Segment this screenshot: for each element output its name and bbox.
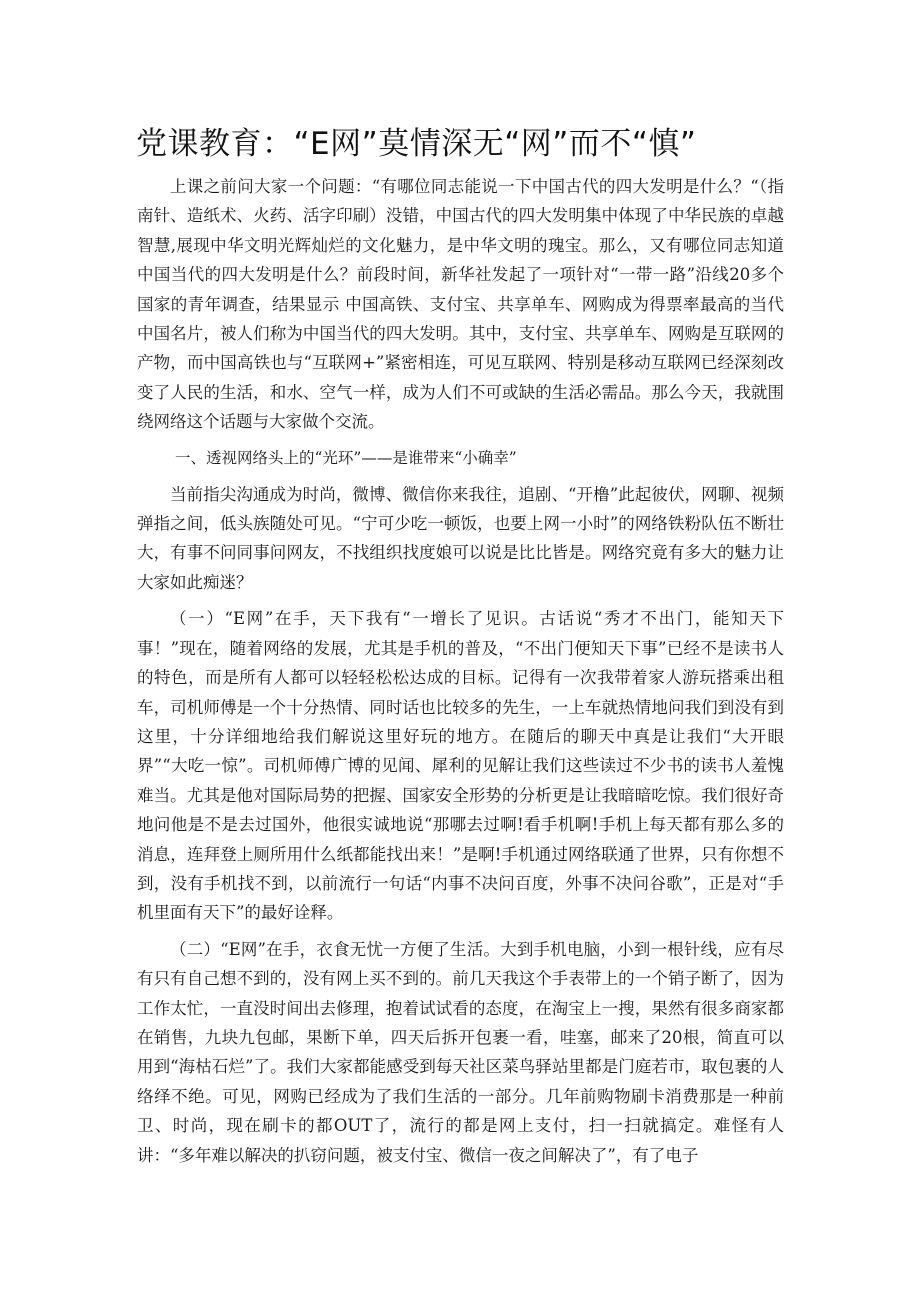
- paragraph-point-2: （二）“E网”在手，衣食无忧一方便了生活。大到手机电脑，小到一根针线，应有尽有只有自己想不到的，没有网上买不到的。前几天我这个手表带上的一个销子断了，因为工作太忙，一直没时间出去修理，抱着试试看的态度，在淘宝上一搜，果然有很多商家都在销售，九块九包邮，果断下单，四天后拆开包裹一看，哇塞，邮来了20根，简直可以用到“海枯石烂”了。我们大家都能感受到每天社区菜鸟驿站里都是门庭若市，取包裹的人络绎不绝。可见，网购已经成为了我们生活的一部分。几年前购物刷卡消费那是一种前卫、时尚，现在刷卡的都OUT了，流行的都是网上支付，扫一扫就搞定。难怪有人讲：“多年难以解决的扒窃问题，被支付宝、微信一夜之间解决了”，有了电子: [137, 939, 784, 1165]
- section-heading-1: 一、透视网络头上的“光环”——是谁带来“小确幸”: [174, 448, 517, 467]
- paragraph-point-1: （一）“E网”在手，天下我有“一增长了见识。古话说“秀才不出门，能知天下事！”现在，随着网络的发展，尤其是手机的普及，“不出门便知天下事”已经不是读书人的特色，而是所有人都可以轻轻松松达成的目标。记得有一次我带着家人游玩搭乘出租车，司机师傅是一个十分热情、同时话也比较多的先生，一上车就热情地问我们到没有到这里，十分详细地给我们解说这里好玩的地方。在随后的聊天中真是让我们“大开眼界”“大吃一惊”。司机师傅广博的见闻、犀利的见解让我们这些读过不少书的读书人羞愧难当。尤其是他对国际局势的把握、国家安全形势的分析更是让我暗暗吃惊。我们很好奇地问他是不是去过国外，他很实诚地说“那哪去过啊!看手机啊!手机上每天都有那么多的消息，连拜登上厕所用什么纸都能找出来！”是啊!手机通过网络联通了世界，只有你想不到，没有手机找不到，以前流行一句话“内事不决问百度，外事不决问谷歌”，正是对“手机里面有天下”的最好诠释。: [137, 609, 784, 923]
- document-body: [137, 172, 784, 1170]
- paragraph-intro: 上课之前问大家一个问题：“有哪位同志能说一下中国古代的四大发明是什么？“（指南针、造纸术、火药、活字印刷）没错，中国古代的四大发明集中体现了中华民族的卓越智慧,展现中华文明光辉灿烂的文化魅力，是中华文明的瑰宝。那么，又有哪位同志知道中国当代的四大发明是什么？前段时间，新华社发起了一项针对“一带一路”沿线20多个国家的青年调查，结果显示 中国高铁、支付宝、共享单车、网购成为得票率最高的当代中国名片，被人们称为中国当代的四大发明。其中，支付宝、共享单车、网购是互联网的产物，而中国高铁也与“互联网+”紧密相连，可见互联网、特别是移动互联网已经深刻改变了人民的生活，和水、空气一样，成为人们不可或缺的生活必需品。那么今天，我就围绕网络这个话题与大家做个交流。: [137, 177, 784, 432]
- document-title: 党课教育：“E网”莫情深无“网”而不“慎”: [136, 126, 697, 162]
- paragraph-section-1-intro: 当前指尖沟通成为时尚，微博、微信你来我往，追剧、“开橹”此起彼伏，网聊、视频弹指之间，低头族随处可见。“宁可少吃一顿饭，也要上网一小时”的网络铁粉队伍不断壮大，有事不问同事问网友，不找组织找度娘可以说是比比皆是。网络究竟有多大的魅力让大家如此痴迷？: [137, 484, 784, 592]
